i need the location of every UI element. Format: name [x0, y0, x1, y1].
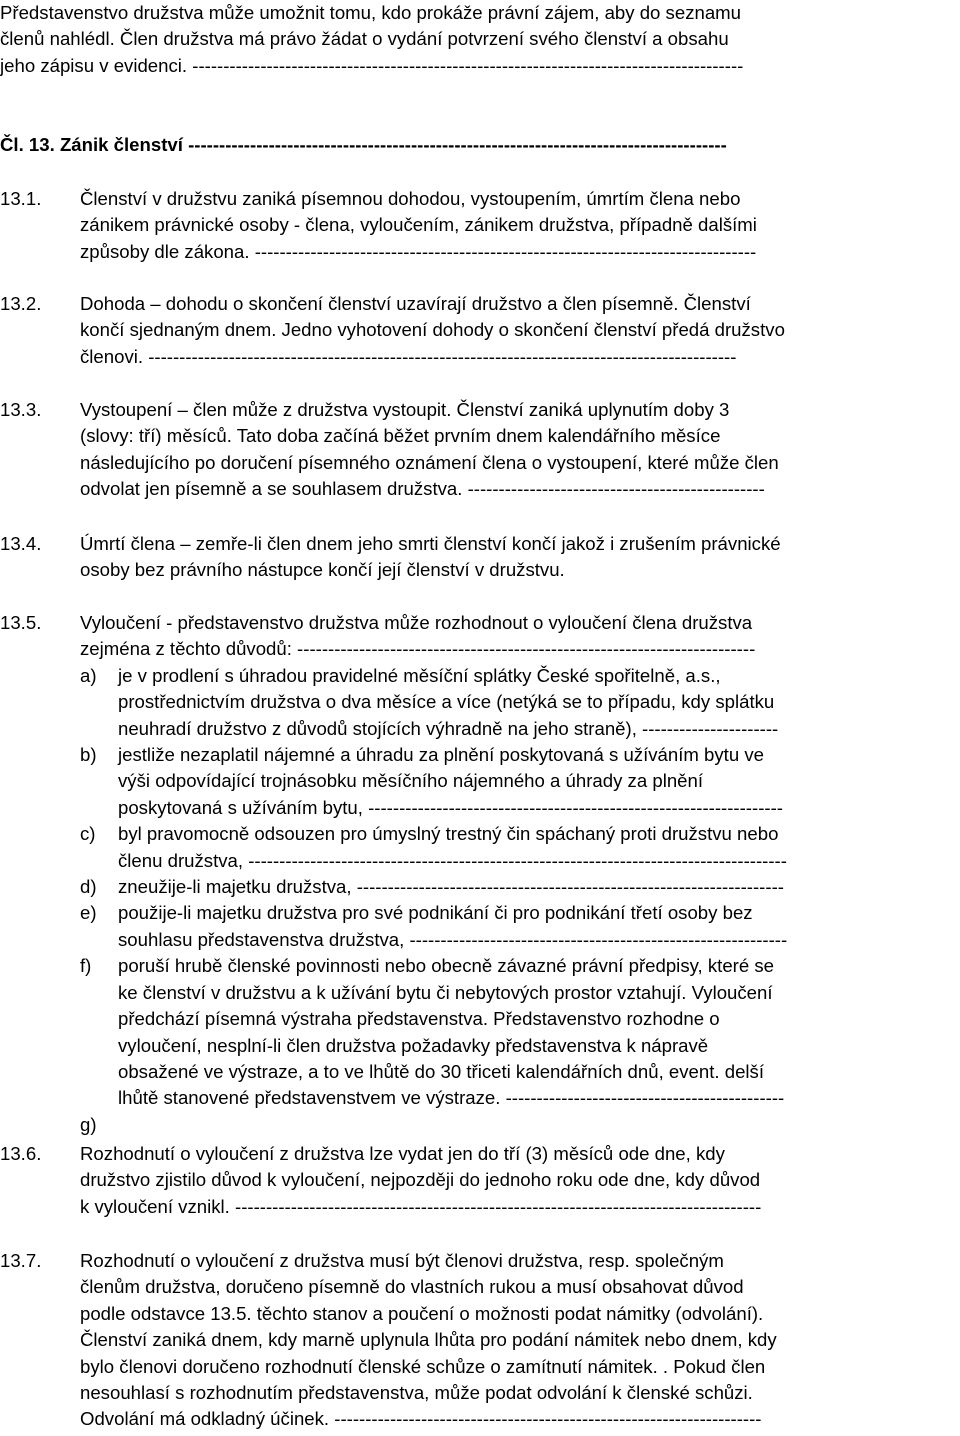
text-line: předchází písemná výstraha představenstva. Představenstvo rozhodne o — [118, 1008, 720, 1030]
section-13-6 — [0, 1141, 956, 1220]
item-label: b) — [80, 744, 97, 766]
text-line: odvolat jen písemně a se souhlasem družstva. ------------------------------------------------ — [80, 478, 765, 500]
text-line: Dohoda – dohodu o skončení členství uzavírají družstvo a člen písemně. Členství — [80, 293, 751, 314]
text-line: osoby bez právního nástupce končí její členství v družstvu. — [80, 559, 565, 581]
text-line: obsažené ve výstraze, a to ve lhůtě do 30 třiceti kalendářních dnů, event. delší — [118, 1060, 765, 1082]
section-number: 13.6. — [0, 1143, 42, 1164]
text-line: výši odpovídající trojnásobku měsíčního nájemného a úhrady za plnění — [118, 770, 704, 792]
reason-item-b — [80, 742, 956, 821]
section-body — [80, 397, 956, 503]
text-line: podle odstavce 13.5. těchto stanov a poučení o možnosti podat námitky (odvolání). — [80, 1302, 764, 1324]
text-line: následujícího po doručení písemného oznámení člena o vystoupení, které může člen — [80, 451, 779, 473]
section-number: 13.7. — [0, 1250, 42, 1271]
reason-item-d — [80, 874, 956, 900]
article-heading: Čl. 13. Zánik členství --------------------------------------------------------------------------------------- — [0, 134, 727, 155]
text-line: členu družstva, --------------------------------------------------------------------------------------- — [118, 849, 787, 871]
section-body — [80, 186, 956, 265]
section-body — [80, 1248, 956, 1433]
section-13-5 — [0, 610, 956, 1138]
item-label: g) — [80, 1113, 97, 1135]
text-line: použije-li majetku družstva pro své podnikání či pro podnikání třetí osoby bez — [118, 902, 753, 924]
section-13-2 — [0, 291, 956, 370]
section-13-4 — [0, 531, 956, 584]
reason-item-e — [80, 900, 956, 953]
text-line: členů nahlédl. Člen družstva má právo žádat o vydání potvrzení svého členství a obsahu — [0, 28, 729, 50]
text-line: Úmrtí člena – zemře-li člen dnem jeho smrti členství končí jakož i zrušením právnické — [80, 533, 781, 554]
text-line: souhlasu představenstva družstva, ------------------------------------------------------------- — [118, 928, 788, 950]
item-label: d) — [80, 876, 97, 898]
section-number: 13.5. — [0, 612, 42, 633]
text-line: končí sjednaným dnem. Jedno vyhotovení dohody o skončení členství předá družstvo — [80, 319, 785, 341]
reason-item-f — [80, 953, 956, 1111]
text-line: zneužije-li majetku družstva, --------------------------------------------------------------------- — [118, 876, 784, 898]
text-line: Rozhodnutí o vyloučení z družstva musí být členovi družstva, resp. společným — [80, 1250, 724, 1271]
section-13-1 — [0, 186, 956, 265]
text-line: zejména z těchto důvodů: -------------------------------------------------------------------------- — [80, 638, 756, 660]
text-line: (slovy: tří) měsíců. Tato doba začíná běžet prvním dnem kalendářního měsíce — [80, 425, 721, 447]
text-line: poskytovaná s užíváním bytu, ------------------------------------------------------------------- — [118, 796, 783, 818]
text-line: členovi. ----------------------------------------------------------------------------------------------- — [80, 345, 737, 367]
text-line: neuhradí družstvo z důvodů stojících výhradně na jeho straně), ---------------------- — [118, 717, 779, 739]
section-13-3 — [0, 397, 956, 503]
text-line: jeho zápisu v evidenci. ----------------------------------------------------------------------------------------- — [0, 54, 744, 76]
section-body — [80, 1141, 956, 1220]
text-line: bylo členovi doručeno rozhodnutí členské schůze o zamítnutí námitek. . Pokud člen — [80, 1355, 766, 1377]
text-line: lhůtě stanovené představenstvem ve výstraze. --------------------------------------------- — [118, 1087, 785, 1109]
text-line: ke členství v družstvu a k užívání bytu či nebytových prostor vztahují. Vyloučení — [118, 981, 773, 1003]
text-line: byl pravomocně odsouzen pro úmyslný trestný čin spáchaný proti družstvu nebo — [118, 823, 779, 845]
section-13-7 — [0, 1248, 956, 1433]
item-label: f) — [80, 955, 92, 977]
section-body — [80, 291, 956, 370]
section-number: 13.3. — [0, 399, 42, 420]
item-label: c) — [80, 823, 96, 845]
reason-item-a — [80, 663, 956, 742]
text-line: Představenstvo družstva může umožnit tomu, kdo prokáže právní zájem, aby do seznamu — [0, 2, 742, 23]
text-line: Vystoupení – člen může z družstva vystoupit. Členství zaniká uplynutím doby 3 — [80, 399, 730, 420]
text-line: jestliže nezaplatil nájemné a úhradu za plnění poskytovaná s užíváním bytu ve — [118, 744, 764, 766]
section-body — [80, 610, 956, 1138]
text-line: členům družstva, doručeno písemně do vlastních rukou a musí obsahovat důvod — [80, 1276, 744, 1298]
text-line: zánikem právnické osoby - člena, vyloučením, zánikem družstva, případně dalšími — [80, 214, 757, 236]
item-label: a) — [80, 664, 97, 686]
text-line: k vyloučení vznikl. ------------------------------------------------------------------------------------- — [80, 1195, 762, 1217]
text-line: Vyloučení - představenstvo družstva může rozhodnout o vyloučení člena družstva — [80, 612, 753, 633]
text-line: družstvo zjistilo důvod k vyloučení, nejpozději do jednoho roku ode dne, kdy důvod — [80, 1169, 761, 1191]
text-line: Odvolání má odkladný účinek. --------------------------------------------------------------------- — [80, 1408, 762, 1430]
section-number: 13.4. — [0, 533, 42, 554]
section-number: 13.1. — [0, 188, 42, 209]
intro-paragraph — [0, 0, 956, 79]
text-line: je v prodlení s úhradou pravidelné měsíční splátky České spořitelně, a.s., — [118, 664, 721, 686]
reason-item-c — [80, 821, 956, 874]
text-line: prostřednictvím družstva o dva měsíce a více (netýká se to případu, kdy splátku — [118, 691, 775, 713]
reason-item-g — [80, 1112, 956, 1138]
section-number: 13.2. — [0, 293, 42, 314]
text-line: vyloučení, nesplní-li člen družstva požadavky představenstva k nápravě — [118, 1034, 709, 1056]
section-body — [80, 531, 956, 584]
text-line: nesouhlasí s rozhodnutím představenstva, může podat odvolání k členské schůzi. — [80, 1382, 753, 1404]
item-label: e) — [80, 902, 97, 924]
text-line: poruší hrubě členské povinnosti nebo obecně závazné právní předpisy, které se — [118, 955, 775, 977]
text-line: Rozhodnutí o vyloučení z družstva lze vydat jen do tří (3) měsíců ode dne, kdy — [80, 1143, 725, 1164]
text-line: Členství v družstvu zaniká písemnou dohodou, vystoupením, úmrtím člena nebo — [80, 188, 741, 209]
text-line: Členství zaniká dnem, kdy marně uplynula lhůta pro podání námitek nebo dnem, kdy — [80, 1329, 777, 1351]
text-line: způsoby dle zákona. --------------------------------------------------------------------------------- — [80, 240, 757, 262]
